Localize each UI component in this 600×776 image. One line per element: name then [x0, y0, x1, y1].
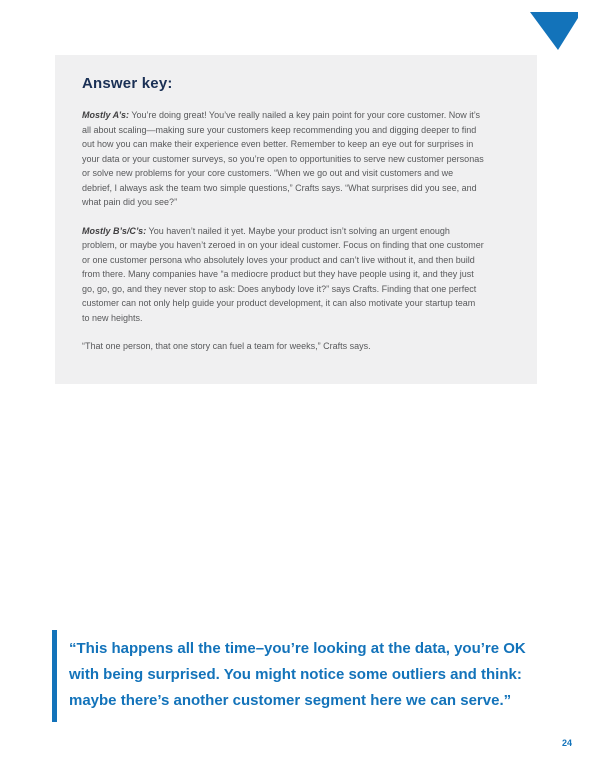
page-number: 24: [561, 738, 572, 748]
pull-quote: [52, 630, 564, 722]
paragraph-text-mostly-a: You’re doing great! You’ve really nailed a key pain point for your core customer. Now it’s all about scaling—making sure your customers keep recommending you and digging deeper to find out how you can make their experience even better. Remember to keep an eye out for surprises in your data or your customer surveys, so you’re open to opportunities to serve new customer personas or solve new problems for your core customers. “When we go out and visit customers and we debrief, I always ask the team two simple questions,” Crafts says. “What surprises did you see, and what pain did you see?”: [82, 110, 484, 207]
corner-flag-icon: [530, 12, 578, 52]
pull-quote-text: “This happens all the time–you’re looking at the data, you’re OK with being surprised. You might notice some outliers and think: maybe there’s another customer segment here we can serve.”: [69, 640, 526, 709]
paragraph-closing-quote: [82, 339, 484, 354]
answer-key-box: [55, 55, 537, 384]
paragraph-mostly-a: [82, 108, 484, 210]
paragraph-text-closing-quote: “That one person, that one story can fuel a team for weeks,” Crafts says.: [82, 341, 371, 351]
paragraph-text-mostly-bc: You haven’t nailed it yet. Maybe your product isn’t solving an urgent enough problem, or maybe you haven’t zeroed in on your ideal customer. Focus on finding that one customer or one customer persona who absolutely loves your product and can’t live without it, and then build from there. Many companies have “a mediocre product but they have people using it, and they just go, go, go, and they never stop to ask: Does anybody love it?” says Crafts. Finding that one perfect customer can not only help guide your product development, it can also motivate your startup team to new heights.: [82, 225, 484, 323]
paragraph-lead-mostly-a: Mostly A’s:: [82, 110, 130, 120]
answer-key-title: Answer key:: [82, 75, 173, 92]
paragraph-lead-mostly-bc: Mostly B’s/C’s:: [82, 225, 147, 236]
paragraph-mostly-bc: [82, 224, 484, 326]
quote-accent-bar: [52, 630, 57, 722]
